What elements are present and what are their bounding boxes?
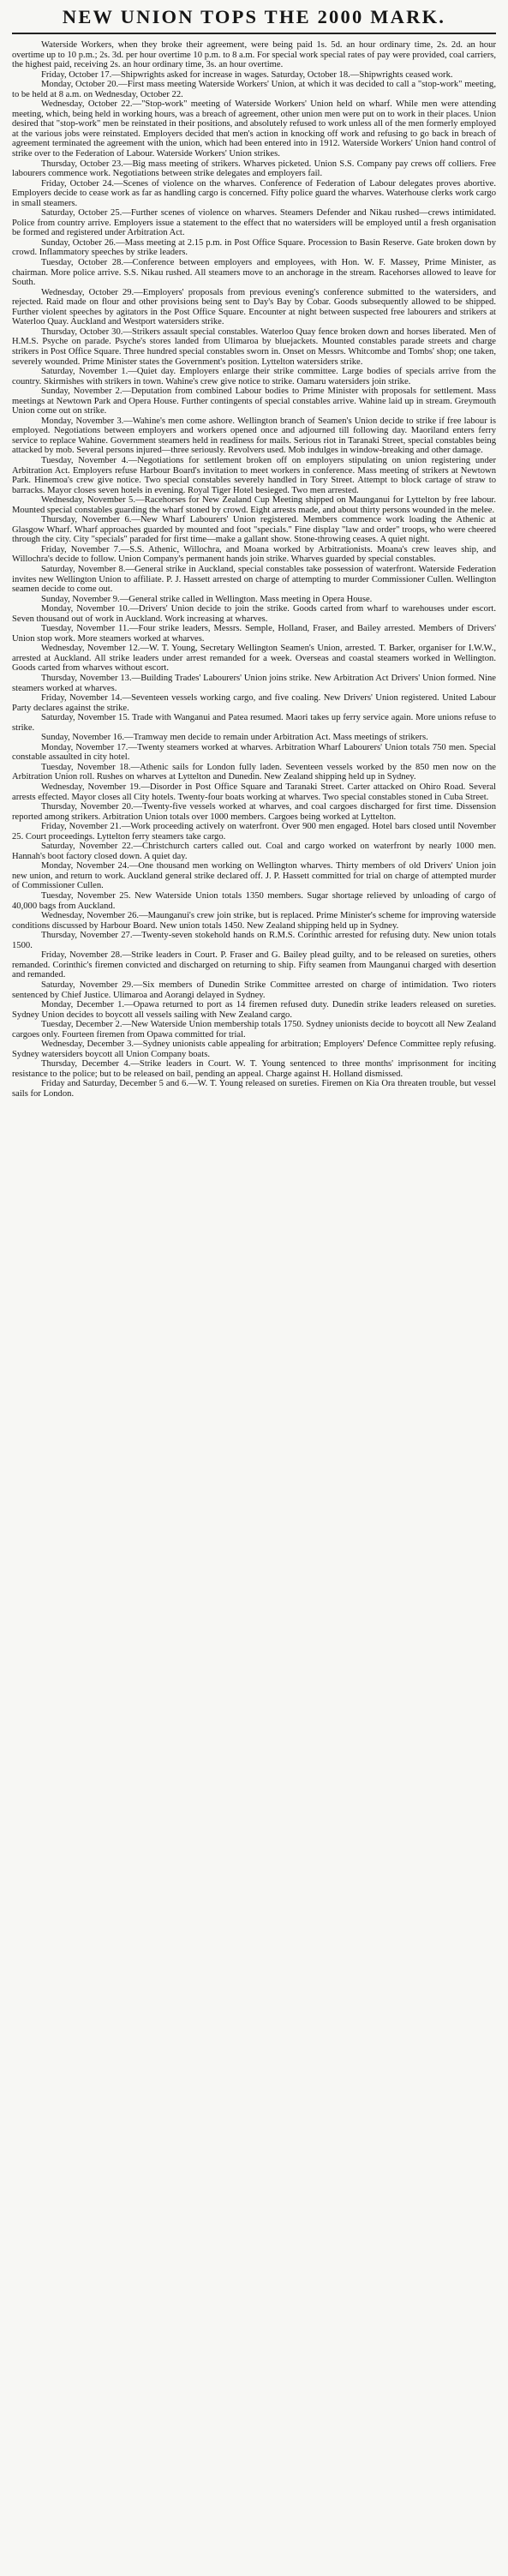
article-paragraph: Saturday, November 1.—Quiet day. Employers enlarge their strike committee. Large bodies of specials arrive from the country. Skirmishes with strikers in town. Wahine's crew give notice to strike. Oamaru watersiders join strike. [12,367,496,386]
article-paragraph: Tuesday, November 4.—Negotiations for settlement broken off on employers stipulating on union registering under Arbitration Act. Employers refuse Harbour Board's invitation to meet workers in conference. Mass meeting of strikers at Newtown Park. Hinemoa's crew give notice. Two special constables severely handled in Tory Street. Attempt to block cartage of straw to barracks. Mayor closes seven hotels in evening. Royal Tiger Hotel besieged. Two men arrested. [12,455,496,495]
article-paragraph: Friday, November 7.—S.S. Athenic, Willochra, and Moana worked by Arbitrationists. Moana's crew leaves ship, and Willochra's decide to follow. Union Company's permanent hands join strike. Wharves guarded by special constables. [12,544,496,565]
article-paragraph: Tuesday, November 25. New Waterside Union totals 1350 members. Sugar shortage relieved by unloading of cargo of 40,000 bags from Auckland. [12,891,496,911]
article-paragraph: Saturday, November 8.—General strike in Auckland, special constables take possession of waterfront. Waterside Federation invites new Wellington Union to affiliate. P. J. Hassett arrested on charge of attempting to murder Commissioner Cullen. Wellington seamen decide to come out. [12,564,496,595]
article-paragraph: Wednesday, December 3.—Sydney unionists cable appealing for arbitration; Employers' Defence Committee reply refusing. Sydney watersiders boycott all Union Company boats. [12,1039,496,1059]
article-paragraph: Waterside Workers, when they broke their agreement, were being paid 1s. 5d. an hour ordinary time, 2s. 2d. an hour overtime up to 10 p.m.; 2s. 3d. per hour overtime 10 p.m. to 8 a.m. For special work special rates of pay were provided, coal carriers, the highest paid, receiving 2s. an hour ordinary time, 3s. an hour overtime. [12,40,496,70]
article-paragraph: Thursday, November 27.—Twenty-seven stokehold hands on R.M.S. Corinthic arrested for refusing duty. New union totals 1500. [12,931,496,950]
article-paragraph: Thursday, November 13.—Building Trades' Labourers' Union joins strike. New Arbitration Act Drivers' Union formed. Nine steamers worked at wharves. [12,674,496,693]
article-paragraph: Wednesday, November 12.—W. T. Young, Secretary Wellington Seamen's Union, arrested. T. Barker, organiser for I.W.W., arrested at Auckland. All strike leaders under arrest remanded for a week. Overseas and coastal steamers worked in Wellington. Goods carted from wharves without escort. [12,644,496,674]
article-paragraph: Friday and Saturday, December 5 and 6.—W. T. Young released on sureties. Firemen on Kia Ora threaten trouble, but vessel sails for London. [12,1079,496,1099]
article-paragraph: Tuesday, October 28.—Conference between employers and employees, with Hon. W. F. Massey, Prime Minister, as chairman. More police arrive. S.S. Nikau rushed. All steamers move to an anchorage in the stream. Racehorses allowed to leave for South. [12,258,496,288]
article-paragraph: Wednesday, November 26.—Maunganui's crew join strike, but is replaced. Prime Minister's scheme for improving waterside conditions discussed by Harbour Board. New union totals 1450. New Zealand shipping held up in Sydney. [12,911,496,931]
article-paragraph: Friday, November 28.—Strike leaders in Court. P. Fraser and G. Bailey plead guilty, and to be released on sureties, others remanded. Corinthic's firemen convicted and discharged on returning to ship. Fifty seamen from Maunganui charged with desertion and remanded. [12,950,496,980]
article-paragraph: Thursday, October 30.—Strikers assault special constables. Waterloo Quay fence broken down and horses liberated. Men of H.M.S. Psyche on parade. Psyche's stores landed from Ulimaroa by bluejackets. Mounted constables parade streets and charge strikers in Post Office Square. Three hundred special constables sworn in. Onset on Messrs. Whitcombe and Tombs' shop; one taken, severely wounded. Prime Minister states the Government's position. Lyttelton watersiders strike. [12,326,496,367]
article-paragraph: Wednesday, October 22.—"Stop-work" meeting of Waterside Workers' Union held on wharf. While men were attending meeting, which, being held in working hours, was a breach of agreement, other union men were put on to work in their places. Union desired that "stop-work" men be reinstated in their positions, and absolutely refused to work unless all of the men formerly employed at the various jobs were reinstated. Employers decided that men's action in knocking off work and refusing to go back in breach of agreement terminated the agreement with the union, which had been entered into in 1912. Waterside Workers' Union hand control of strike over to the Federation of Labour. Waterside Workers' Union strikes. [12,99,496,159]
article-paragraph: Sunday, October 26.—Mass meeting at 2.15 p.m. in Post Office Square. Procession to Basin Reserve. Gate broken down by crowd. Inflammatory speeches by strike leaders. [12,237,496,258]
article-paragraph: Monday, October 20.—First mass meeting Waterside Workers' Union, at which it was decided to call a "stop-work" meeting, to be held at 8 a.m. on Wednesday, October 22. [12,80,496,99]
article-paragraph: Saturday, November 29.—Six members of Dunedin Strike Committee arrested on charge of intimidation. Two rioters sentenced by Chief Justice. Ulimaroa and Aorangi delayed in Sydney. [12,979,496,1000]
article-paragraph: Thursday, October 23.—Big mass meeting of strikers. Wharves picketed. Union S.S. Company pay crews off colliers. Free labourers commence work. Negotiations between strike delegates and employers fail. [12,159,496,179]
article-paragraph: Tuesday, December 2.—New Waterside Union membership totals 1750. Sydney unionists decide to boycott all New Zealand cargoes only. Fourteen firemen from Opawa committed for trial. [12,1020,496,1039]
article-paragraph: Wednesday, November 5.—Racehorses for New Zealand Cup Meeting shipped on Maunganui for Lyttelton by free labour. Mounted special constables guarding the wharf stoned by crowd. Eight arrests made, and about thirty persons wounded in the melee. [12,495,496,515]
article-paragraph: Monday, November 24.—One thousand men working on Wellington wharves. Thirty members of old Drivers' Union join new union, and return to work. Auckland general strike declared off. J. P. Hassett committed for trial on charge of attempted murder of Commissioner Cullen. [12,861,496,891]
article-paragraph: Sunday, November 2.—Deputation from combined Labour bodies to Prime Minister with proposals for settlement. Mass meetings at Newtown Park and Opera House. Further contingents of special constables arrive. Wahine laid up in stream. Greymouth Union come out on strike. [12,386,496,416]
article-paragraph: Friday, November 21.—Work proceeding actively on waterfront. Over 900 men engaged. Hotel bars closed until November 25. Court proceedings. Lyttelton ferry steamers take cargo. [12,822,496,842]
article-paragraph: Thursday, November 6.—New Wharf Labourers' Union registered. Members commence work loading the Athenic at Glasgow Wharf. Wharf approaches guarded by mounted and foot "specials." Fine display "law and order" troops, who were cheered through the city. City "specials" paraded for first time—make a gallant show. Stone-throwing ceases. A quiet night. [12,515,496,545]
article-paragraph: Saturday, November 15. Trade with Wanganui and Patea resumed. Maori takes up ferry service again. More unions refuse to strike. [12,713,496,733]
article-paragraph: Saturday, October 25.—Further scenes of violence on wharves. Steamers Defender and Nikau rushed—crews intimidated. Police from country arrive. Employers issue a statement to the effect that no watersiders will be employed until a fresh organisation be formed and registered under Arbitration Act. [12,208,496,238]
article-paragraph: Saturday, November 22.—Christchurch carters called out. Coal and cargo worked on waterfront by nearly 1000 men. Hannah's boot factory closed down. A quiet day. [12,842,496,861]
article-paragraph: Monday, December 1.—Opawa returned to port as 14 firemen refused duty. Dunedin strike leaders released on sureties. Sydney Union decides to boycott all vessels sailing with New Zealand cargo. [12,1000,496,1020]
article-paragraph: Monday, November 10.—Drivers' Union decide to join the strike. Goods carted from wharf to warehouses under escort. Seven thousand out of work in Auckland. Work increasing at wharves. [12,604,496,624]
article-paragraph: Friday, November 14.—Seventeen vessels working cargo, and five coaling. New Drivers' Union registered. United Labour Party declares against the strike. [12,693,496,713]
article-paragraph: Friday, October 24.—Scenes of violence on the wharves. Conference of Federation of Labour delegates proves abortive. Employers decide to cease work as far as handling cargo is concerned. Fifty police guard the wharves. Waterhouse clerks work cargo in small steamers. [12,178,496,208]
article-paragraph: Friday, October 17.—Shipwrights asked for increase in wages. Saturday, October 18.—Shipwrights ceased work. [41,69,453,80]
headline-rule [12,33,496,34]
article-paragraph: Sunday, November 9.—General strike called in Wellington. Mass meeting in Opera House. [41,594,373,604]
article-paragraph: Tuesday, November 18.—Athenic sails for London fully laden. Seventeen vessels worked by the 850 men now on the Arbitration Union roll. Rushes on wharves at Lyttelton and Dunedin. New Zealand shipping held up in Sydney. [12,762,496,782]
article-body [12,40,496,1099]
article-paragraph: Thursday, November 20.—Twenty-five vessels worked at wharves, and coal cargoes discharged for first time. Dissension reported among strikers. Arbitration Union totals over 1000 members. Cargoes being worked at Lyttelton. [12,802,496,822]
article-paragraph: Wednesday, November 19.—Disorder in Post Office Square and Taranaki Street. Carter attacked on Ohiro Road. Several arrests effected. Mayor closes all City hotels. Twenty-four boats working at wharves. Two special constables stoned in Cuba Street. [12,782,496,802]
article-paragraph: Thursday, December 4.—Strike leaders in Court. W. T. Young sentenced to three months' imprisonment for inciting resistance to the police; but to be released on bail, pending an appeal. Charge against H. Holland dismissed. [12,1059,496,1079]
article-paragraph: Wednesday, October 29.—Employers' proposals from previous evening's conference submitted to the watersiders, and rejected. Raid made on flour and other provisions being sent to Day's Bay by Cobar. Goods subsequently allowed to be shipped. Further violent speeches by agitators in the Post Office Square. Encounter at night between suspected free labourers and strikers at Waterloo Quay. Auckland and Westport watersiders strike. [12,287,496,327]
headline: NEW UNION TOPS THE 2000 MARK. [62,6,446,27]
article-paragraph: Monday, November 3.—Wahine's men come ashore. Wellington branch of Seamen's Union decide to strike if free labour is employed. Negotiations between employers and workers opened once and adjourned till following day. Maoriland enters ferry service to replace Wahine. Government steamers held in readiness for mails. Serious riot in Taranaki Street, special constables being attacked by mob. Several persons injured—three seriously. Revolvers used. Mob indulges in window-breaking and other damage. [12,416,496,456]
article-paragraph: Sunday, November 16.—Tramway men decide to remain under Arbitration Act. Mass meetings of strikers. [41,733,428,743]
article-paragraph: Monday, November 17.—Twenty steamers worked at wharves. Arbitration Wharf Labourers' Union totals 750 men. Special constable assaulted in city hotel. [12,742,496,763]
article-paragraph: Tuesday, November 11.—Four strike leaders, Messrs. Semple, Holland, Fraser, and Bailey arrested. Members of Drivers' Union stop work. More steamers worked at wharves. [12,624,496,644]
